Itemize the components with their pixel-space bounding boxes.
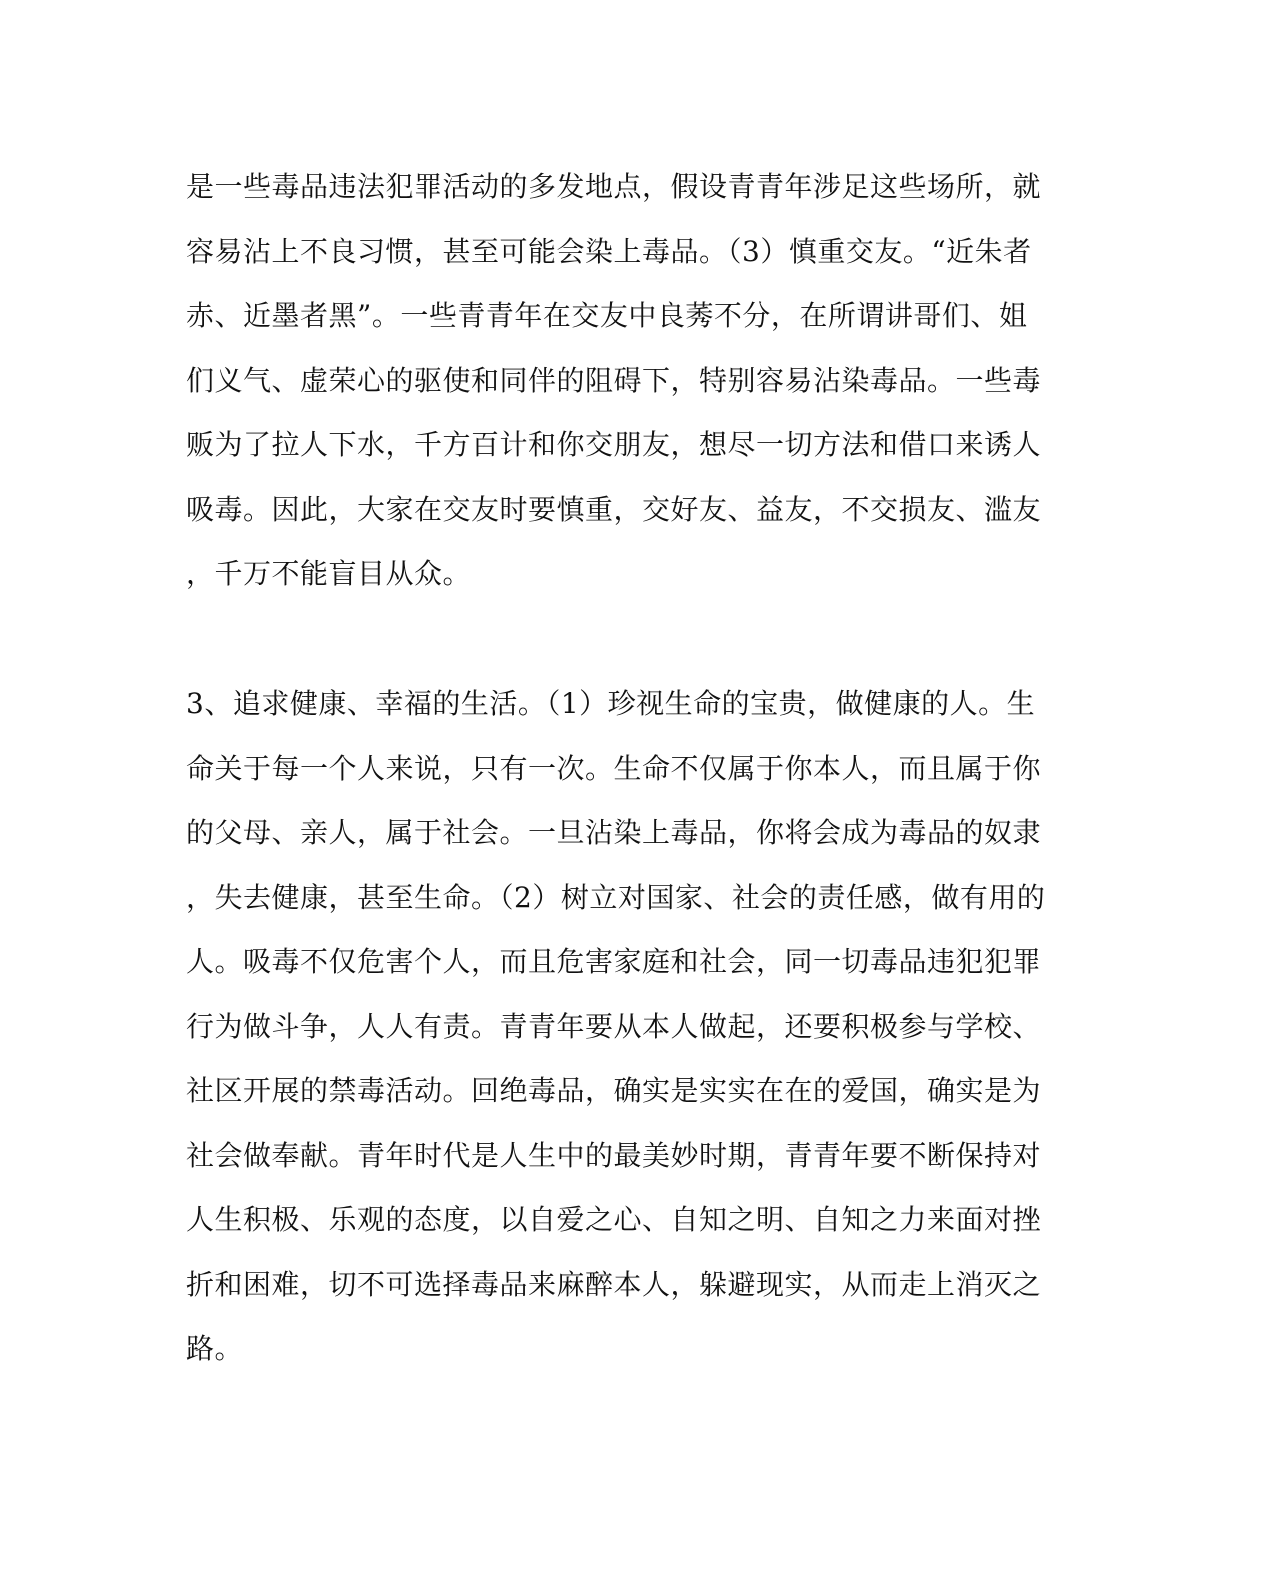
text-line: 赤、近墨者黑”。一些青青年在交友中良莠不分，在所谓讲哥们、姐 [186, 299, 1028, 332]
text-line: 的父母、亲人，属于社会。一旦沾染上毒品，你将会成为毒品的奴隶 [186, 816, 1042, 849]
text-line: 吸毒。因此，大家在交友时要慎重，交好友、益友，不交损友、滥友 [186, 492, 1042, 526]
text-line: 折和困难，切不可选择毒品来麻醉本人，躲避现实，从而走上消灭之 [186, 1267, 1042, 1301]
text-line: 人。吸毒不仅危害个人，而且危害家庭和社会，同一切毒品违犯犯罪 [186, 945, 1042, 978]
text-line: ，失去健康，甚至生命。（2）树立对国家、社会的责任感，做有用的 [186, 880, 1046, 914]
paragraph-healthy-life [186, 672, 1086, 1382]
text-line: 行为做斗争，人人有责。青青年要从本人做起，还要积极参与学校、 [186, 1009, 1042, 1043]
text-line: 社区开展的禁毒活动。回绝毒品，确实是实实在在的爱国，确实是为 [186, 1074, 1042, 1107]
text-line: 路。 [186, 1332, 244, 1365]
text-line: 贩为了拉人下水，千方百计和你交朋友，想尽一切方法和借口来诱人 [186, 428, 1042, 461]
text-line: 们义气、虚荣心的驱使和同伴的阻碍下，特别容易沾染毒品。一些毒 [186, 363, 1042, 397]
text-line: 命关于每一个人来说，只有一次。生命不仅属于你本人，而且属于你 [186, 751, 1042, 785]
text-line: 容易沾上不良习惯，甚至可能会染上毒品。（3）慎重交友。“近朱者 [186, 234, 1032, 268]
paragraph-drug-venues-and-friends [186, 155, 1086, 607]
text-line: 社会做奉献。青年时代是人生中的最美妙时期，青青年要不断保持对 [186, 1138, 1042, 1172]
text-line: 人生积极、乐观的态度，以自爱之心、自知之明、自知之力来面对挫 [186, 1203, 1042, 1236]
text-line: 3、追求健康、幸福的生活。（1）珍视生命的宝贵，做健康的人。生 [186, 687, 1036, 720]
text-line: 是一些毒品违法犯罪活动的多发地点，假设青青年涉足这些场所，就 [186, 170, 1042, 203]
text-line: ，千万不能盲目从众。 [186, 557, 472, 590]
